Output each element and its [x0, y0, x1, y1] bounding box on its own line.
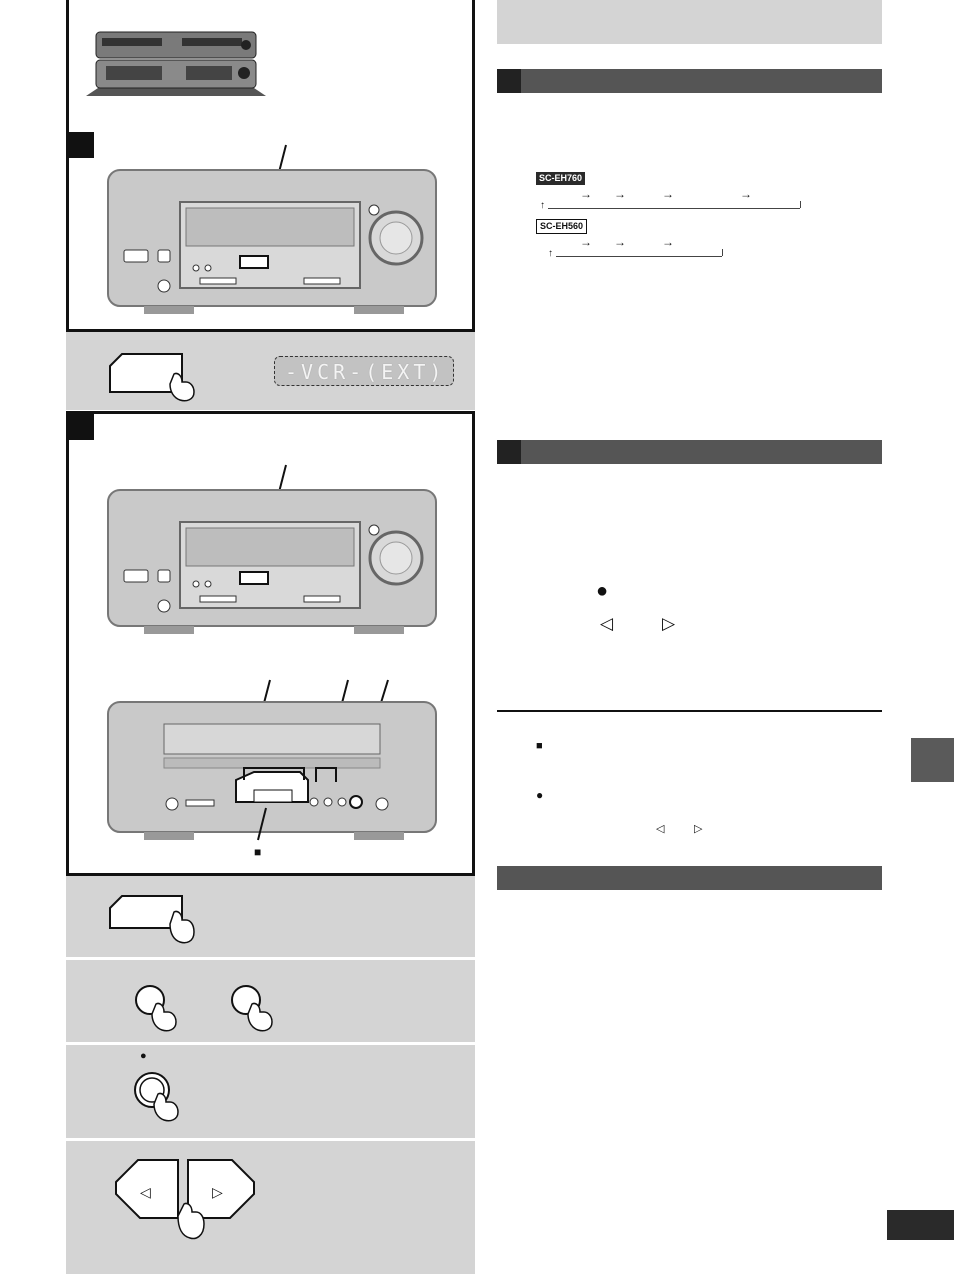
- side-tab: [911, 738, 954, 782]
- title-banner: [497, 0, 882, 44]
- left-button-glyph: ◁: [140, 1184, 151, 1200]
- note-record-glyph: ●: [536, 788, 544, 802]
- panel-record: [66, 1045, 475, 1138]
- display-readout-text: -VCR-(EXT): [285, 360, 446, 384]
- display-readout-box: [274, 356, 454, 386]
- section-header-3: [497, 866, 882, 890]
- round-button-1[interactable]: [134, 984, 184, 1034]
- notes-divider: [497, 710, 882, 712]
- sequence-arrow: →: [580, 187, 592, 201]
- right-glyph: ▷: [662, 614, 676, 633]
- receiver-illustration-1: [104, 140, 440, 320]
- record-glyph: ●: [596, 580, 609, 602]
- note-stop-glyph: ■: [536, 740, 543, 752]
- sequence-arrow: →: [614, 235, 626, 249]
- loop-line-2-end: [722, 249, 723, 256]
- sequence-arrow: →: [740, 187, 752, 201]
- loop-line-2: [556, 256, 722, 257]
- sequence-arrow: →: [614, 187, 626, 201]
- right-button-glyph: ▷: [212, 1184, 223, 1200]
- page-number-tab: [887, 1210, 954, 1240]
- loop-line-1: [548, 208, 800, 209]
- stereo-system-illustration: [86, 28, 266, 100]
- direction-buttons-illustration[interactable]: [114, 1158, 260, 1250]
- section-header-1-marker: [497, 69, 521, 93]
- round-button-2[interactable]: [230, 984, 280, 1034]
- section-header-2-marker: [497, 440, 521, 464]
- left-glyph: ◁: [600, 614, 614, 633]
- sequence-arrow: →: [662, 187, 674, 201]
- sequence-arrow: →: [580, 235, 592, 249]
- step-marker-1: [68, 132, 94, 158]
- step-marker-2: [68, 414, 94, 440]
- loop-arrow: ↑: [540, 200, 545, 211]
- model-tag-sc-eh760: SC-EH760: [536, 172, 585, 185]
- section-header-2: [497, 440, 882, 464]
- input-button-hand[interactable]: [108, 352, 208, 404]
- record-label: ●: [140, 1050, 147, 1062]
- stop-callout-label: ■: [254, 845, 262, 859]
- note-right-glyph: ▷: [694, 823, 703, 835]
- loop-line-1-end: [800, 201, 801, 208]
- model-tag-sc-eh560: SC-EH560: [536, 219, 587, 234]
- record-button-hand[interactable]: [132, 1070, 184, 1124]
- input-button-hand-2[interactable]: [108, 894, 208, 948]
- note-left-glyph: ◁: [656, 823, 665, 835]
- cassette-deck-illustration: [104, 676, 440, 846]
- section-header-1: [497, 69, 882, 93]
- sequence-arrow: →: [662, 235, 674, 249]
- receiver-illustration-2: [104, 460, 440, 640]
- loop-arrow: ↑: [548, 248, 553, 259]
